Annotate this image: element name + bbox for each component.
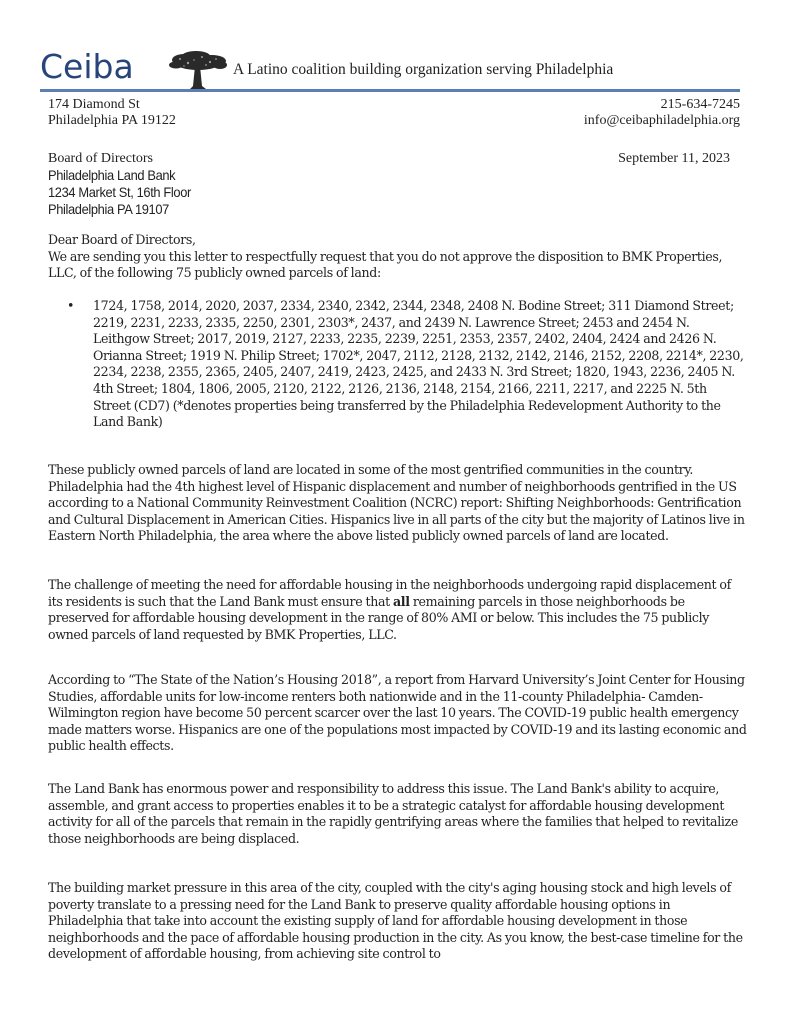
- paragraph-harvard-report: [48, 672, 748, 755]
- text-span: The challenge of meeting the need for affordable housing in the neighborhoods undergoing rapid displacement of its residents is such that the Land Bank must ensure that: [48, 577, 731, 609]
- sender-contact: [584, 97, 740, 129]
- bullet-icon: •: [67, 298, 75, 313]
- recipient-address: [48, 151, 203, 218]
- paragraph-text: The building market pressure in this area of the city, coupled with the city's aging housing stock and high levels of poverty translate to a pressing need for the Land Bank to preserve quality affordable housing options in Philadelphia that take into account the existing supply of land for affordable housing development in those neighborhoods and the pace of affordable housing production in the city. As you know, the best-case timeline for the development of affordable housing, from achieving site control to: [48, 880, 743, 962]
- tagline: A Latino coalition building organization serving Philadelphia: [233, 61, 614, 78]
- salutation: Dear Board of Directors,: [48, 232, 196, 247]
- header-divider: [40, 89, 740, 92]
- ceiba-logo-text: Ceiba: [40, 47, 134, 86]
- recipient-line-2: Philadelphia Land Bank: [48, 167, 176, 183]
- recipient-line-4: Philadelphia PA 19107: [48, 201, 169, 217]
- parcel-list: [67, 298, 747, 431]
- emphasis-all: all: [392, 593, 410, 609]
- paragraph-gentrification: [48, 462, 748, 545]
- tree-icon: [166, 50, 230, 90]
- paragraph-text: These publicly owned parcels of land are located in some of the most gentrified communities in the country. Philadelphia had the 4th highest level of Hispanic displacement and number of neighborhoods gentrified in the US according to a National Community Reinvestment Coalition (NCRC) report: Shifting Neighborhoods: Gentrification and Cultural Displacement in American Cities. Hispanics live in all parts of the city but the majority of Latinos live in Eastern North Philadelphia, the area where the above listed publicly owned parcels of land are located.: [48, 462, 745, 544]
- paragraph-text: [48, 577, 748, 643]
- paragraph-land-bank-power: [48, 781, 748, 847]
- text-span: remaining parcels in those neighborhoods be preserved for affordable housing development in the range of 80% AMI or below. This includes the 75 publicly owned parcels of land requested by BMK Properties, LLC.: [48, 593, 710, 642]
- sender-email: info@ceibaphiladelphia.org: [583, 113, 740, 128]
- paragraph-text: According to “The State of the Nation’s Housing 2018”, a report from Harvard University’s Joint Center for Housing Studies, affordable units for low-income renters both nationwide and in the 11-county Philadelphia- Camden-Wilmington region have become 50 percent scarcer over the last 10 years. The COVID-19 public health emergency made matters worse. Hispanics are one of the populations most impacted by COVID-19 and its lasting economic and public health effects.: [48, 672, 747, 754]
- recipient-line-1: Board of Directors: [48, 151, 153, 166]
- sender-address: [48, 97, 176, 129]
- intro-paragraph: We are sending you this letter to respectfully request that you do not approve the disposition to BMK Properties, LLC, of the following 75 publicly owned parcels of land:: [48, 248, 723, 281]
- paragraph-challenge: [48, 577, 748, 643]
- sender-city: Philadelphia PA 19122: [48, 113, 176, 128]
- recipient-line-3: 1234 Market St, 16th Floor: [48, 184, 191, 200]
- sender-street: 174 Diamond St: [48, 97, 140, 112]
- paragraph-market-pressure: [48, 880, 748, 963]
- letterhead: [40, 46, 740, 90]
- letter-date: September 11, 2023: [618, 151, 730, 166]
- parcel-list-item: 1724, 1758, 2014, 2020, 2037, 2334, 2340, 2342, 2344, 2348, 2408 N. Bodine Street; 311 Diamond Street; 2219, 2231, 2233, 2335, 2250, 2301, 2303*, 2437, and 2439 N. Lawrence Street; 2453 and 2454 N. Leithgow Street; 2017, 2019, 2127, 2233, 2235, 2239, 2251, 2353, 2357, 2402, 2404, 2424 and 2426 N. Orianna Street; 1919 N. Philip Street; 1702*, 2047, 2112, 2128, 2132, 2142, 2146, 2152, 2208, 2214*, 2230, 2234, 2238, 2355, 2365, 2405, 2407, 2419, 2423, 2425, and 2433 N. 3rd Street; 1820, 1943, 2236, 2405 N. 4th Street; 1804, 1806, 2005, 2120, 2122, 2126, 2136, 2148, 2154, 2166, 2211, 2217, and 2225 N. 5th Street (CD7) (*denotes properties being transferred by the Philadelphia Redevelopment Authority to the Land Bank): [93, 298, 744, 430]
- paragraph-text: The Land Bank has enormous power and responsibility to address this issue. The Land Bank's ability to acquire, assemble, and grant access to properties enables it to be a strategic catalyst for affordable housing development activity for all of the parcels that remain in the rapidly gentrifying areas where the families that helped to revitalize those neighborhoods are being displaced.: [48, 781, 738, 846]
- salutation-block: [48, 232, 748, 282]
- sender-phone: 215-634-7245: [660, 97, 740, 112]
